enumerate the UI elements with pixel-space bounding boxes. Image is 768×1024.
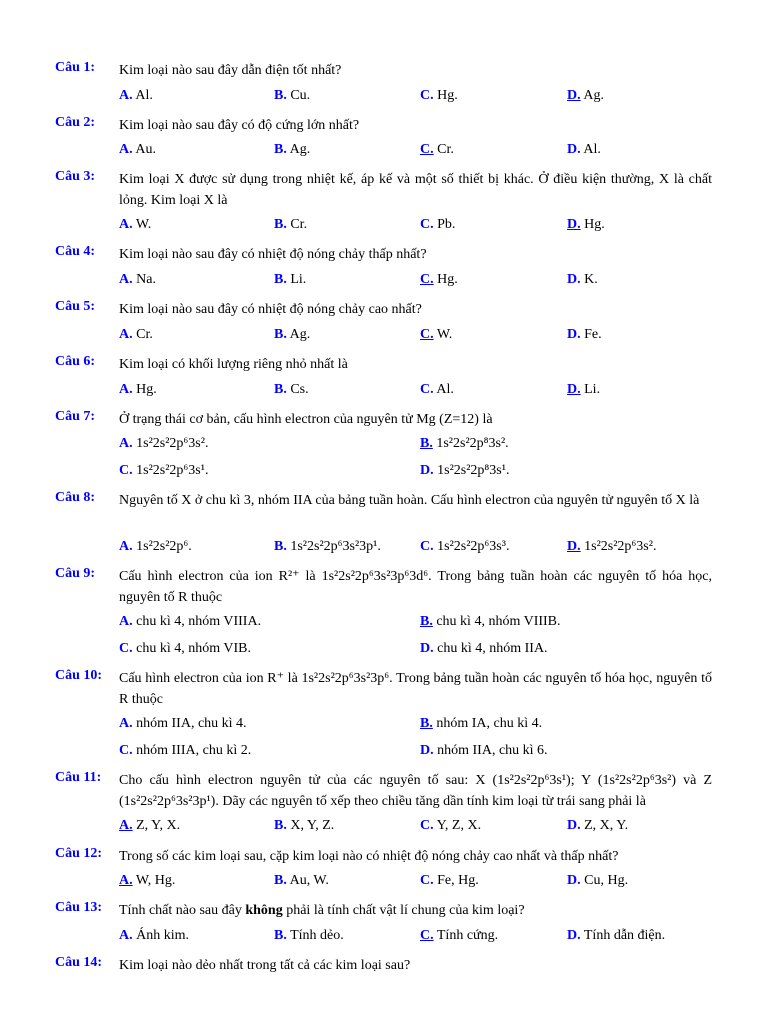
option-c[interactable]: C. Fe, Hg. — [420, 873, 479, 888]
option-a[interactable]: A. Na. — [119, 272, 156, 287]
question-text: Trong số các kim loại sau, cặp kim loại nào có nhiệt độ nóng chảy cao nhất và thấp nhất? — [119, 849, 619, 864]
option-d[interactable]: D. Z, X, Y. — [567, 818, 629, 833]
option-a[interactable]: A. Hg. — [119, 382, 157, 397]
question-text: Tính chất nào sau đây không phải là tính chất vật lí chung của kim loại? — [119, 903, 525, 918]
options-row — [0, 873, 768, 893]
option-c[interactable]: C. chu kì 4, nhóm VIB. — [119, 641, 251, 656]
question-number: Câu 4: — [55, 244, 96, 259]
option-b[interactable]: B. Li. — [274, 272, 307, 287]
option-d[interactable]: D. Tính dẫn điện. — [567, 928, 666, 943]
option-c[interactable]: C. 1s²2s²2p⁶3s³. — [420, 539, 510, 554]
option-c[interactable]: C. Hg. — [420, 88, 458, 103]
option-a[interactable]: A. Cr. — [119, 327, 153, 342]
options-row — [0, 217, 768, 237]
question-number: Câu 3: — [55, 169, 96, 184]
option-a[interactable]: A. nhóm IIA, chu kì 4. — [119, 716, 247, 731]
question-number: Câu 6: — [55, 354, 96, 369]
options-row — [0, 641, 768, 661]
options-row — [0, 743, 768, 763]
option-b[interactable]: B. Cr. — [274, 217, 308, 232]
question-text: Cấu hình electron của ion R²⁺ là 1s²2s²2p⁶3s²3p⁶3d⁶. Trong bảng tuần hoàn các nguyên tố hóa học, nguyên tố R thuộc — [119, 569, 712, 605]
question-number: Câu 13: — [55, 900, 103, 915]
question-number: Câu 9: — [55, 566, 96, 581]
option-a[interactable]: A. Al. — [119, 88, 153, 103]
option-d[interactable]: D. Cu, Hg. — [567, 873, 629, 888]
option-a[interactable]: A. Au. — [119, 142, 156, 157]
question-number: Câu 14: — [55, 955, 103, 970]
option-d[interactable]: D. 1s²2s²2p⁶3s². — [567, 539, 657, 554]
question-number: Câu 10: — [55, 668, 103, 683]
option-b[interactable]: B. Cs. — [274, 382, 309, 397]
option-b[interactable]: B. Ag. — [274, 142, 311, 157]
option-c[interactable]: C. 1s²2s²2p⁶3s¹. — [119, 463, 209, 478]
option-c[interactable]: C. nhóm IIIA, chu kì 2. — [119, 743, 252, 758]
question-text: Kim loại có khối lượng riêng nhỏ nhất là — [119, 357, 348, 372]
options-row — [0, 382, 768, 402]
option-c[interactable]: C. Cr. — [420, 142, 454, 157]
options-row — [0, 272, 768, 292]
option-b[interactable]: B. chu kì 4, nhóm VIIIB. — [420, 614, 561, 629]
question-number: Câu 11: — [55, 770, 102, 785]
option-a[interactable]: A. chu kì 4, nhóm VIIIA. — [119, 614, 262, 629]
option-b[interactable]: B. Au, W. — [274, 873, 329, 888]
option-d[interactable]: D. Li. — [567, 382, 601, 397]
option-d[interactable]: D. chu kì 4, nhóm IIA. — [420, 641, 548, 656]
question-text: Cấu hình electron của ion R⁺ là 1s²2s²2p⁶3s²3p⁶. Trong bảng tuần hoàn các nguyên tố hóa học, nguyên tố R thuộc — [119, 671, 712, 707]
option-d[interactable]: D. Ag. — [567, 88, 604, 103]
emphasis-not: không — [245, 903, 283, 918]
option-c[interactable]: C. Hg. — [420, 272, 458, 287]
option-b[interactable]: B. Ag. — [274, 327, 311, 342]
options-row — [0, 614, 768, 634]
option-c[interactable]: C. Al. — [420, 382, 454, 397]
question-text: Kim loại nào sau đây có nhiệt độ nóng chảy thấp nhất? — [119, 247, 427, 262]
options-row — [0, 88, 768, 108]
question-number: Câu 1: — [55, 60, 96, 75]
question-text: Kim loại X được sử dụng trong nhiệt kế, áp kế và một số thiết bị khác. Ở điều kiện thường, X là chất lỏng. Kim loại X là — [119, 172, 712, 208]
option-c[interactable]: C. Pb. — [420, 217, 456, 232]
option-c[interactable]: C. Y, Z, X. — [420, 818, 482, 833]
option-a[interactable]: A. W. — [119, 217, 152, 232]
question-number: Câu 7: — [55, 409, 96, 424]
question-text: Kim loại nào sau đây dẫn điện tốt nhất? — [119, 63, 342, 78]
option-b[interactable]: B. nhóm IA, chu kì 4. — [420, 716, 543, 731]
option-b[interactable]: B. Tính dẻo. — [274, 928, 344, 943]
option-a[interactable]: A. Z, Y, X. — [119, 818, 181, 833]
question-number: Câu 5: — [55, 299, 96, 314]
question-text: Nguyên tố X ở chu kì 3, nhóm IIA của bảng tuần hoàn. Cấu hình electron của nguyên tử nguyên tố X là — [119, 493, 700, 508]
question-text: Kim loại nào sau đây có nhiệt độ nóng chảy cao nhất? — [119, 302, 422, 317]
option-d[interactable]: D. Hg. — [567, 217, 605, 232]
option-a[interactable]: A. 1s²2s²2p⁶3s². — [119, 436, 209, 451]
options-row — [0, 436, 768, 456]
option-b[interactable]: B. Cu. — [274, 88, 311, 103]
option-b[interactable]: B. X, Y, Z. — [274, 818, 335, 833]
question-text: Cho cấu hình electron nguyên tử của các nguyên tố sau: X (1s²2s²2p⁶3s¹); Y (1s²2s²2p⁶3s²) và Z (1s²2s²2p⁶3s²3p¹). Dãy các nguyên tố xếp theo chiều tăng dần tính kim loại từ trái sang phải là — [119, 773, 712, 809]
question-number: Câu 8: — [55, 490, 96, 505]
options-row — [0, 818, 768, 838]
option-d[interactable]: D. 1s²2s²2p⁸3s¹. — [420, 463, 510, 478]
option-a[interactable]: A. 1s²2s²2p⁶. — [119, 539, 192, 554]
option-b[interactable]: B. 1s²2s²2p⁶3s²3p¹. — [274, 539, 381, 554]
options-row — [0, 463, 768, 483]
option-a[interactable]: A. W, Hg. — [119, 873, 176, 888]
option-c[interactable]: C. Tính cứng. — [420, 928, 499, 943]
options-row — [0, 142, 768, 162]
options-row — [0, 716, 768, 736]
option-b[interactable]: B. 1s²2s²2p⁸3s². — [420, 436, 509, 451]
option-d[interactable]: D. Fe. — [567, 327, 602, 342]
options-row — [0, 327, 768, 347]
options-row — [0, 539, 768, 559]
question-text: Kim loại nào sau đây có độ cứng lớn nhất? — [119, 118, 360, 133]
option-d[interactable]: D. Al. — [567, 142, 601, 157]
option-d[interactable]: D. nhóm IIA, chu kì 6. — [420, 743, 548, 758]
options-row — [0, 928, 768, 948]
question-number: Câu 12: — [55, 846, 103, 861]
option-d[interactable]: D. K. — [567, 272, 598, 287]
question-text: Ở trạng thái cơ bản, cấu hình electron của nguyên tử Mg (Z=12) là — [119, 412, 493, 427]
question-number: Câu 2: — [55, 115, 96, 130]
question-text: Kim loại nào dẻo nhất trong tất cả các kim loại sau? — [119, 958, 411, 973]
option-c[interactable]: C. W. — [420, 327, 453, 342]
option-a[interactable]: A. Ánh kim. — [119, 928, 190, 943]
